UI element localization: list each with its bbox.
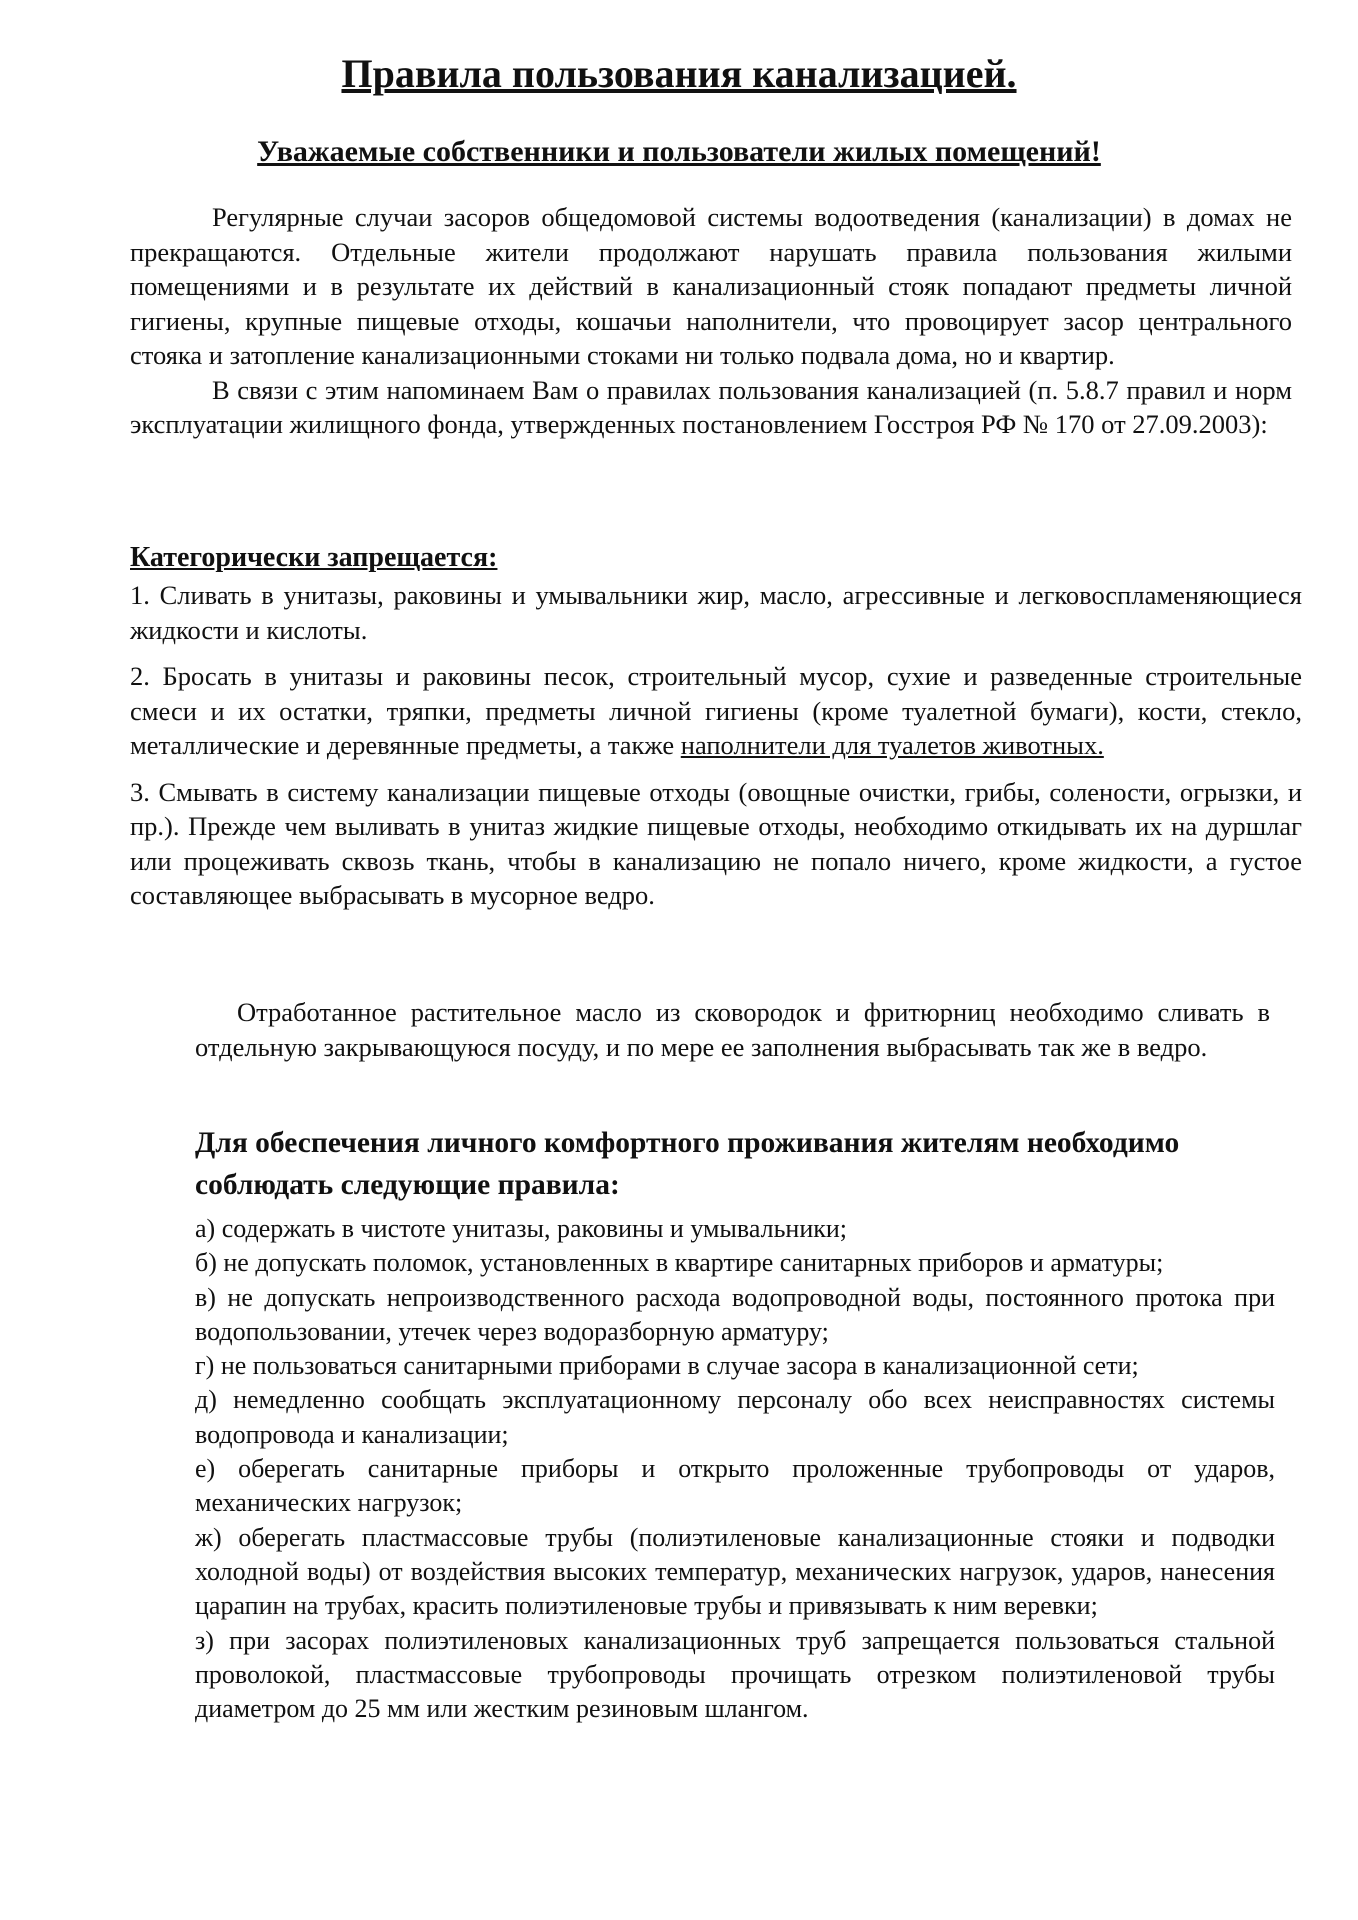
rule-item-v: в) не допускать непроизводственного расхода водопроводной воды, постоянного протока при водопользовании, утечек через водоразборную арматуру; [195, 1282, 1275, 1346]
prohibited-item-2 [130, 659, 1302, 763]
rules-list [195, 1212, 1275, 1726]
rule-item-a: а) содержать в чистоте унитазы, раковины и умывальники; [195, 1214, 848, 1243]
oil-note: Отработанное растительное масло из сковородок и фритюрниц необходимо сливать в отдельную закрывающуюся посуду, и по мере ее заполнения выбрасывать так же в ведро. [195, 997, 1270, 1062]
rule-item-b: б) не допускать поломок, установленных в квартире санитарных приборов и арматуры; [195, 1248, 1164, 1278]
rule-item-d: д) немедленно сообщать эксплуатационному персоналу обо всех неисправностях системы водопровода и канализации; [195, 1385, 1275, 1449]
prohibited-heading: Категорически запрещается: [130, 542, 498, 573]
intro-paragraph-2: В связи с этим напоминаем Вам о правилах пользования канализацией (п. 5.8.7 правил и норм эксплуатации жилищного фонда, утвержденных постановлением Госстроя РФ № 170 от 27.09.2003): [130, 374, 1292, 439]
page-subtitle: Уважаемые собственники и пользователи жилых помещений! [257, 135, 1101, 168]
rule-item-z: з) при засорах полиэтиленовых канализационных труб запрещается пользоваться стальной проволокой, пластмассовые трубопроводы прочищать отрезком полиэтиленовой трубы диаметром до 25 мм или жестким резиновым шлангом. [195, 1625, 1275, 1724]
page-title: Правила пользования канализацией. [341, 51, 1017, 96]
prohibited-item-2-underlined: наполнители для туалетов животных. [680, 730, 1104, 760]
intro-section [130, 200, 1292, 442]
rule-item-g: г) не пользоваться санитарными приборами в случае засора в канализационной сети; [195, 1351, 1139, 1381]
prohibited-list [130, 578, 1302, 913]
prohibited-item-2-text: 2. Бросать в унитазы и раковины песок, строительный мусор, сухие и разведенные строительные смеси и их остатки, тряпки, предметы личной гигиены (кроме туалетной бумаги), кости, стекло, металлические и деревянные предметы, а также [130, 661, 1302, 760]
intro-paragraph-1: Регулярные случаи засоров общедомовой системы водоотведения (канализации) в домах не прекращаются. Отдельные жители продолжают нарушать правила пользования жилыми помещениями и в результате их действий в канализационный стояк попадают предметы личной гигиены, крупные пищевые отходы, кошачьи наполнители, что провоцирует засор центрального стояка и затопление канализационными стоками ни только подвала дома, но и квартир. [130, 202, 1292, 370]
rule-item-zh: ж) оберегать пластмассовые трубы (полиэтиленовые канализационные стояки и подводки холодной воды) от воздействия высоких температур, механических нагрузок, ударов, нанесения царапин на трубах, красить полиэтиленовые трубы и привязывать к ним веревки; [195, 1522, 1275, 1621]
prohibited-item-3: 3. Смывать в систему канализации пищевые отходы (овощные очистки, грибы, солености, огрызки, и пр.). Прежде чем выливать в унитаз жидкие пищевые отходы, необходимо откидывать их на дуршлаг или процеживать сквозь ткань, чтобы в канализацию не попало ничего, кроме жидкости, а густое составляющее выбрасывать в мусорное ведро. [130, 776, 1302, 910]
rules-heading: Для обеспечения личного комфортного проживания жителям необходимо соблюдать следующие правила: [195, 1127, 1180, 1201]
prohibited-item-1: 1. Сливать в унитазы, раковины и умывальники жир, масло, агрессивные и легковоспламеняющиеся жидкости и кислоты. [130, 580, 1302, 645]
rule-item-e: е) оберегать санитарные приборы и открыто проложенные трубопроводы от ударов, механических нагрузок; [195, 1454, 1275, 1518]
oil-note-section [195, 995, 1270, 1064]
